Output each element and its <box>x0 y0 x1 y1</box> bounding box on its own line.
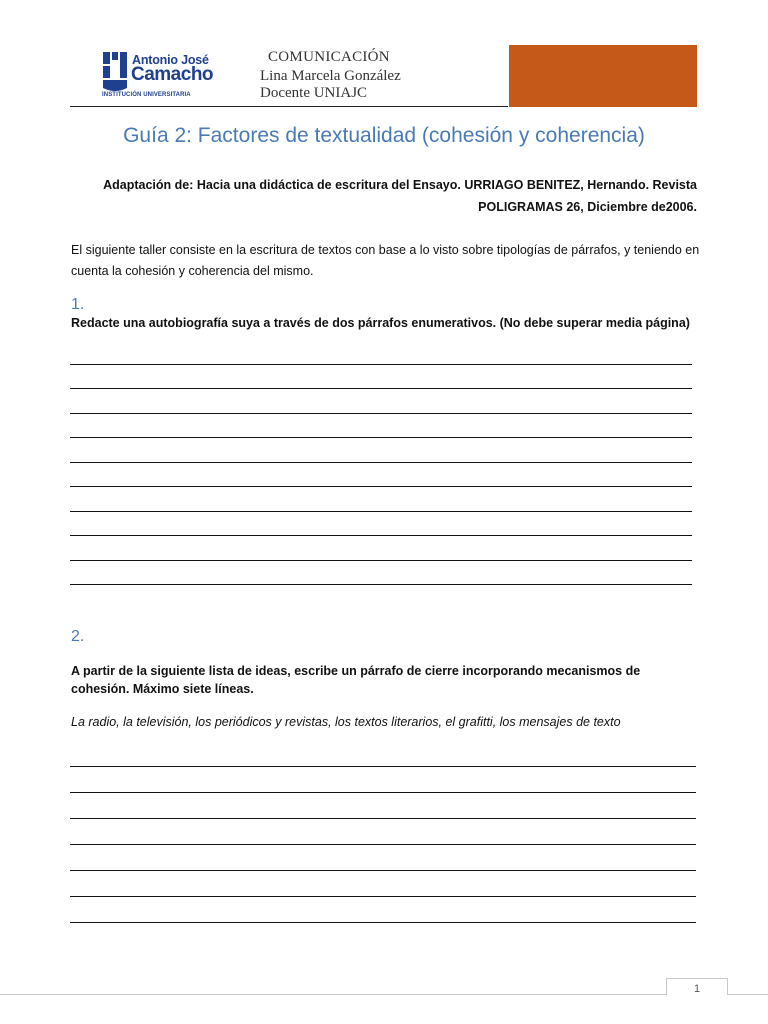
logo-emblem-icon <box>102 52 128 94</box>
adaptation-note <box>97 174 697 218</box>
header-accent-block <box>509 45 697 107</box>
header-teacher-role: Docente UNIAJC <box>260 85 368 101</box>
header-divider <box>70 106 508 107</box>
writing-line <box>70 584 692 585</box>
question-1-number: 1. <box>71 296 85 313</box>
question-2-number: 2. <box>71 628 85 645</box>
question-1-prompt: Redacte una autobiografía suya a través de dos párrafos enumerativos. (No debe superar media página) <box>71 316 690 330</box>
question-2-ideas-list: La radio, la televisión, los periódicos y revistas, los textos literarios, el grafitti, los mensajes de texto <box>71 715 621 729</box>
writing-line <box>70 792 696 793</box>
header-subject: COMUNICACIÓN <box>268 49 390 65</box>
writing-line <box>70 462 692 463</box>
writing-line <box>70 486 692 487</box>
question-2-prompt: A partir de la siguiente lista de ideas, escribe un párrafo de cierre incorporando mecanismos de cohesión. Máximo siete líneas. <box>71 664 641 696</box>
footer-divider <box>0 994 768 995</box>
writing-line <box>70 364 692 365</box>
adaptation-line-1: Adaptación de: Hacia una didáctica de escritura del Ensayo. URRIAGO BENITEZ, Hernando. Revista <box>103 178 697 192</box>
writing-line <box>70 388 692 389</box>
writing-line <box>70 818 696 819</box>
institution-logo <box>102 52 217 100</box>
writing-line <box>70 922 696 923</box>
writing-line <box>70 437 692 438</box>
logo-line-2: Camacho <box>131 64 214 85</box>
intro-paragraph: El siguiente taller consiste en la escritura de textos con base a lo visto sobre tipologías de párrafos, y teniendo en cuenta la cohesión y coherencia del mismo. <box>71 243 700 278</box>
page-number: 1 <box>666 978 728 995</box>
logo-line-1: Antonio José <box>132 53 209 67</box>
writing-line <box>70 560 692 561</box>
writing-line <box>70 511 692 512</box>
page-title: Guía 2: Factores de textualidad (cohesión y coherencia) <box>123 124 645 147</box>
logo-line-3: INSTITUCIÓN UNIVERSITARIA <box>102 92 191 98</box>
writing-line <box>70 896 696 897</box>
writing-line <box>70 870 696 871</box>
writing-line <box>70 413 692 414</box>
writing-line <box>70 844 696 845</box>
adaptation-line-2: POLIGRAMAS 26, Diciembre de2006. <box>478 200 697 214</box>
writing-line <box>70 535 692 536</box>
writing-line <box>70 766 696 767</box>
header-teacher-name: Lina Marcela González <box>260 68 401 84</box>
